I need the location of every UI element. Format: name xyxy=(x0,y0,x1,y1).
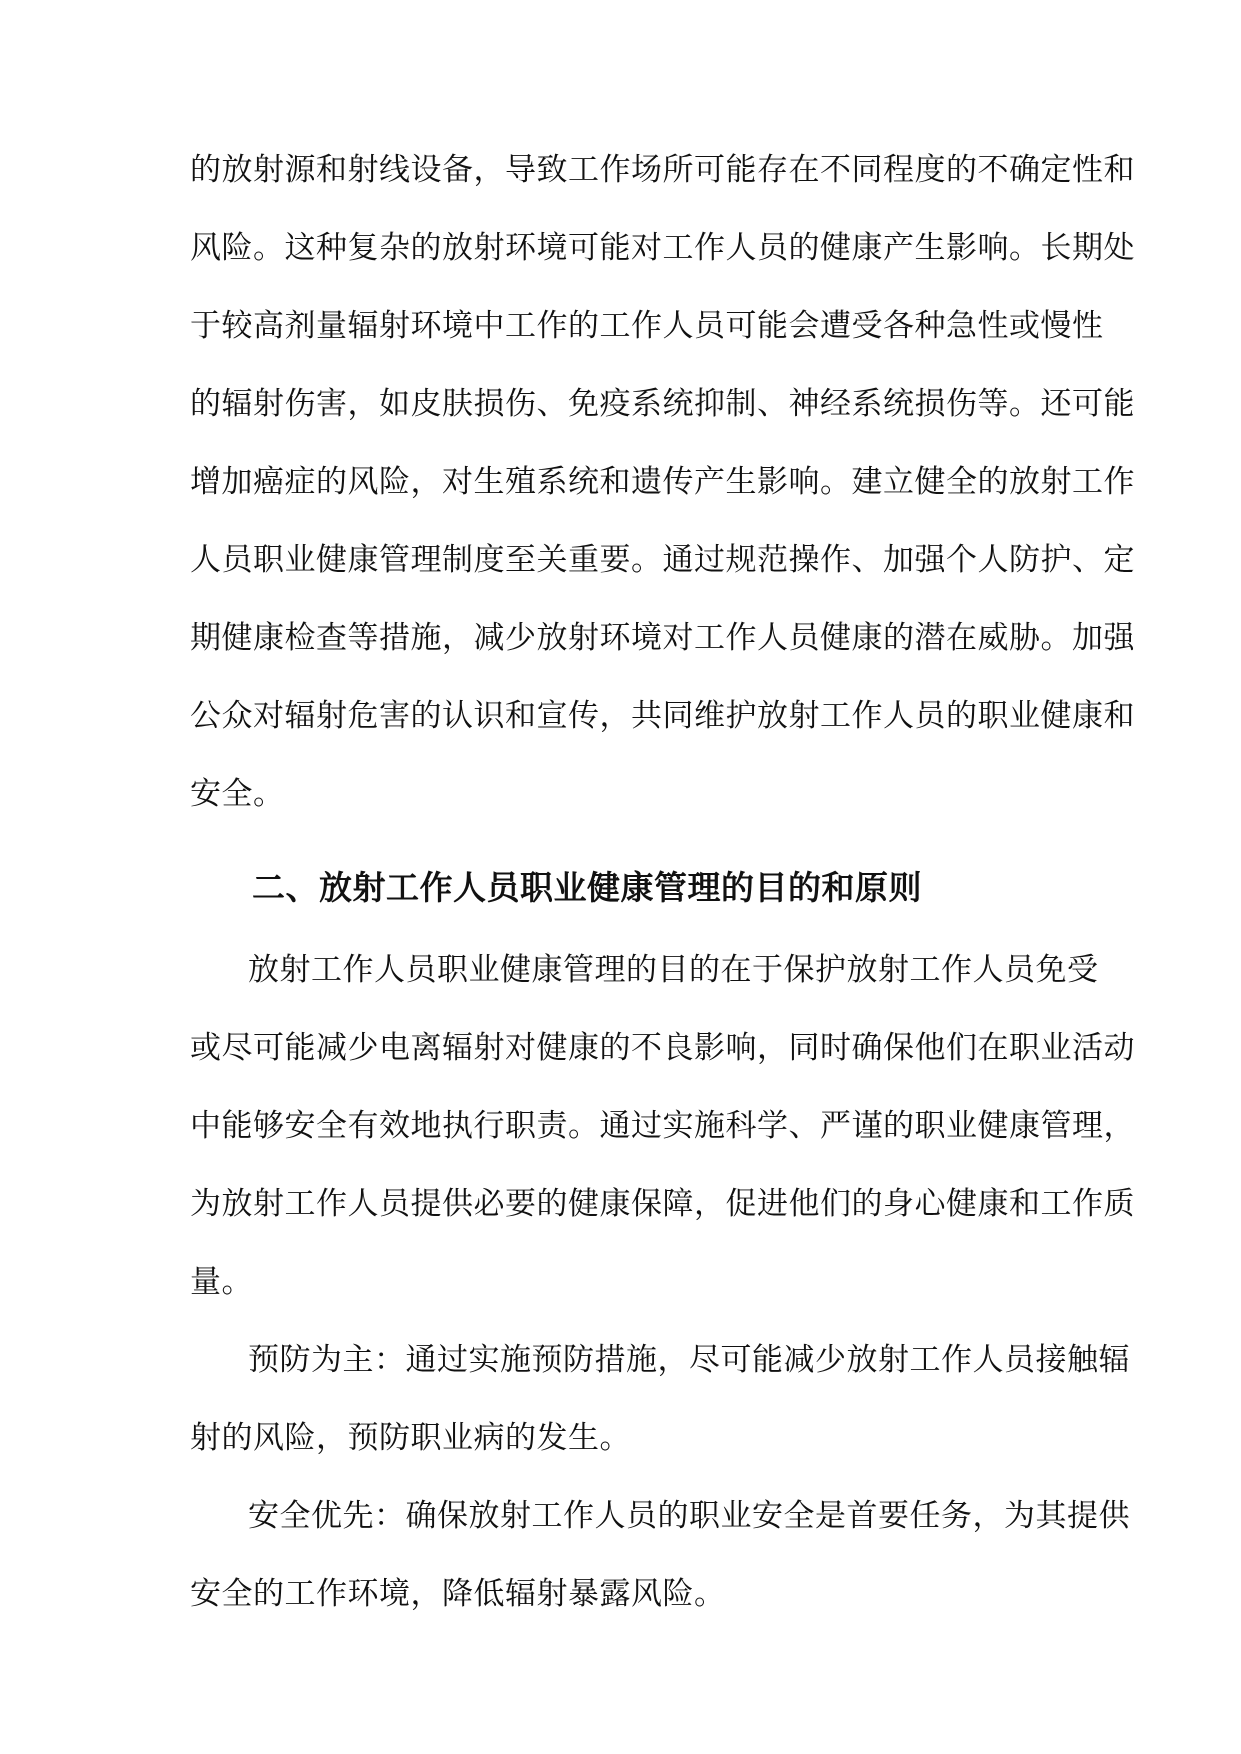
intro-line-4: 的辐射伤害，如皮肤损伤、免疫系统抑制、神经系统损伤等。还可能 xyxy=(190,386,1135,422)
intro-line-2: 风险。这种复杂的放射环境可能对工作人员的健康产生影响。长期处 xyxy=(190,230,1135,266)
intro-line-3: 于较高剂量辐射环境中工作的工作人员可能会遭受各种急性或慢性 xyxy=(190,308,1104,344)
safety-line-1: 安全优先：确保放射工作人员的职业安全是首要任务，为其提供 xyxy=(248,1498,1130,1534)
prevention-line-2: 射的风险，预防职业病的发生。 xyxy=(190,1420,631,1456)
section-heading: 二、放射工作人员职业健康管理的目的和原则 xyxy=(252,868,922,907)
purpose-line-2: 或尽可能减少电离辐射对健康的不良影响，同时确保他们在职业活动 xyxy=(190,1030,1135,1066)
prevention-line-1: 预防为主：通过实施预防措施，尽可能减少放射工作人员接触辐 xyxy=(248,1342,1130,1378)
safety-line-2: 安全的工作环境，降低辐射暴露风险。 xyxy=(190,1576,726,1612)
intro-line-1: 的放射源和射线设备，导致工作场所可能存在不同程度的不确定性和 xyxy=(190,152,1135,188)
intro-line-9: 安全。 xyxy=(190,776,285,812)
intro-line-7: 期健康检查等措施，减少放射环境对工作人员健康的潜在威胁。加强 xyxy=(190,620,1135,656)
intro-line-5: 增加癌症的风险，对生殖系统和遗传产生影响。建立健全的放射工作 xyxy=(190,464,1135,500)
purpose-line-4: 为放射工作人员提供必要的健康保障，促进他们的身心健康和工作质 xyxy=(190,1186,1135,1222)
intro-line-6: 人员职业健康管理制度至关重要。通过规范操作、加强个人防护、定 xyxy=(190,542,1135,578)
intro-line-8: 公众对辐射危害的认识和宣传，共同维护放射工作人员的职业健康和 xyxy=(190,698,1135,734)
purpose-line-1: 放射工作人员职业健康管理的目的在于保护放射工作人员免受 xyxy=(248,952,1099,988)
purpose-line-3: 中能够安全有效地执行职责。通过实施科学、严谨的职业健康管理， xyxy=(190,1108,1135,1144)
purpose-line-5: 量。 xyxy=(190,1264,253,1300)
